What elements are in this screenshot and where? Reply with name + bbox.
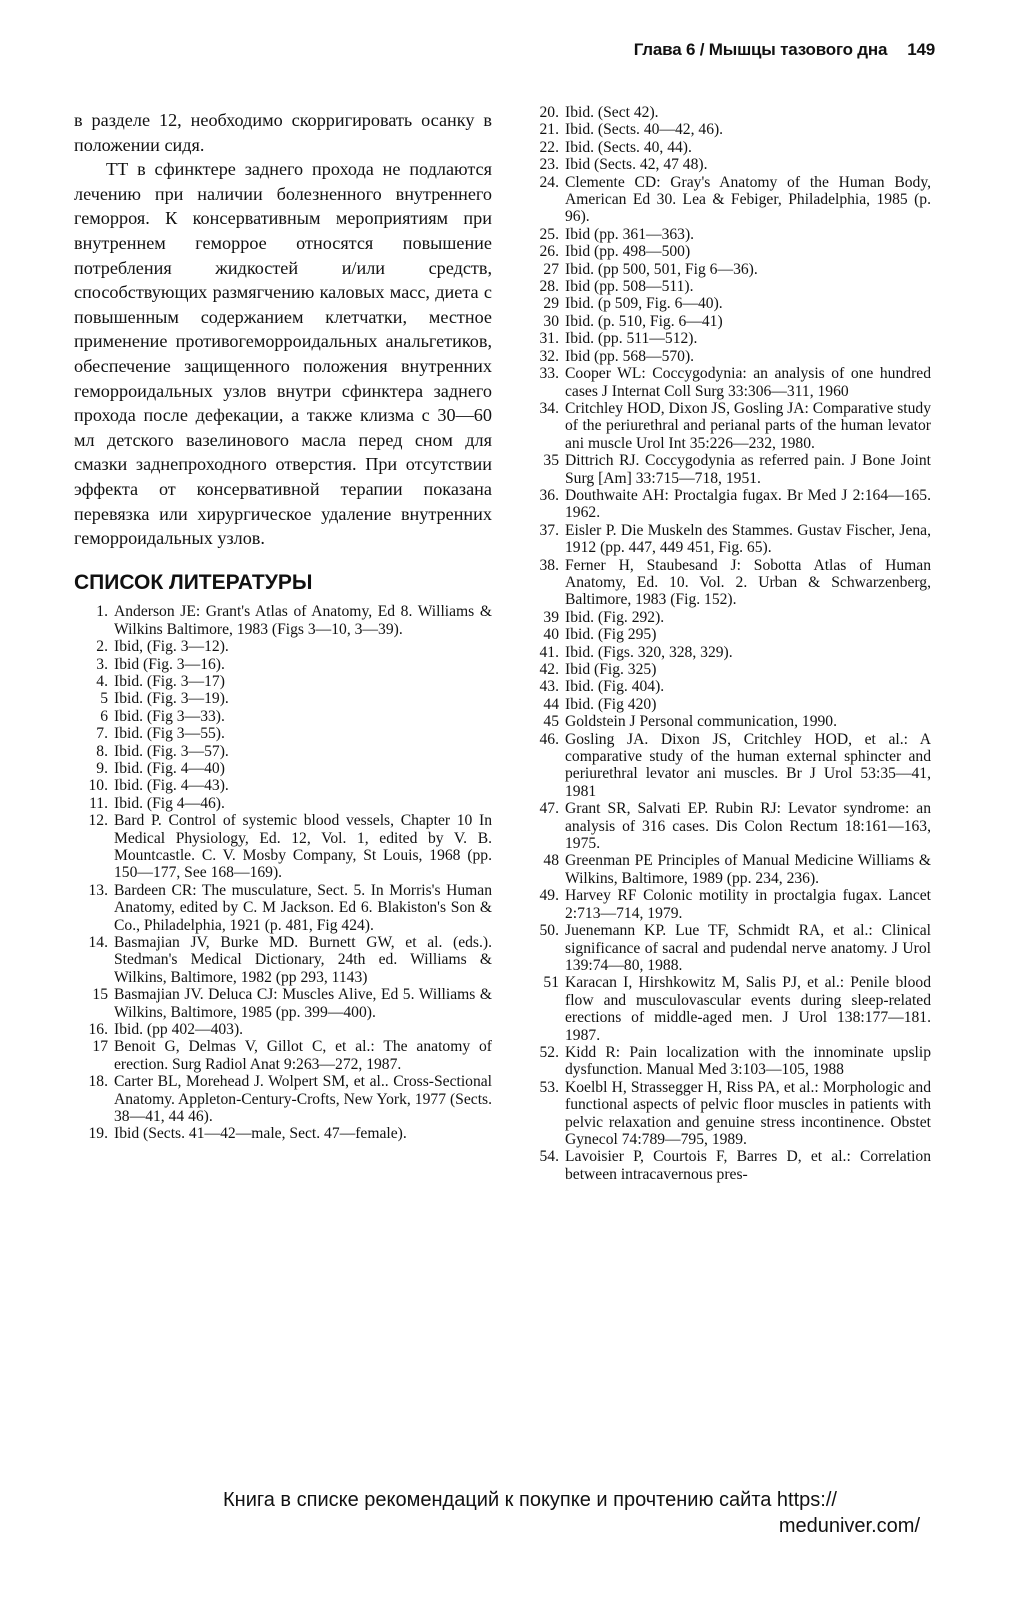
reference-item — [525, 800, 931, 852]
reference-text: Ibid. (Figs. 320, 328, 329). — [565, 643, 733, 661]
reference-text: Ibid (pp. 498—500) — [565, 243, 691, 261]
reference-number: 28. — [539, 278, 559, 296]
reference-item — [74, 1021, 492, 1038]
reference-item — [74, 777, 492, 794]
reference-text: Ibid (pp. 568—570). — [565, 347, 695, 365]
reference-text: Harvey RF Colonic motility in proctalgia fugax. Lancet 2:713—714, 1979. — [565, 887, 931, 922]
reference-item — [525, 696, 931, 713]
reference-number: 53. — [539, 1078, 559, 1096]
reference-text: Ibid. (p 509, Fig. 6—40). — [565, 295, 723, 313]
reference-text: Ibid. (Sects. 40, 44). — [565, 138, 692, 156]
reference-number: 33. — [539, 365, 559, 383]
reference-text: Ibid. (Fig. 3—19). — [114, 690, 229, 708]
reference-number: 4. — [96, 672, 108, 690]
reference-text: Douthwaite AH: Proctalgia fugax. Br Med J 2:164—165. 1962. — [565, 486, 931, 522]
left-column — [74, 108, 492, 1143]
reference-item — [525, 121, 931, 138]
reference-text: Ibid. (Fig 420) — [565, 695, 657, 713]
reference-text: Karacan I, Hirshkowitz M, Salis PJ, et al.: Penile blood flow and musculovascular events during sleep-related erections of middle-aged men. J Urol 138:177—181. 1987. — [565, 974, 931, 1044]
reference-number: 42. — [539, 661, 559, 678]
reference-text: Ibid. (Fig 3—55). — [114, 725, 225, 743]
reference-number: 54. — [539, 1148, 559, 1166]
reference-item — [74, 934, 492, 986]
reference-text: Juenemann KP. Lue TF, Schmidt RA, et al.: Clinical significance of sacral and pudendal nerve anatomy. J Urol 139:74—80, 1988. — [565, 922, 931, 974]
reference-text: Ibid. (Fig. 404). — [565, 678, 665, 696]
reference-item — [74, 673, 492, 690]
reference-number: 40 — [543, 626, 559, 644]
reference-item — [525, 104, 931, 121]
reference-text: Ibid (Sects. 42, 47 48). — [565, 156, 708, 174]
reference-number: 10. — [88, 777, 108, 795]
reference-number: 6 — [100, 707, 108, 725]
page-number: 149 — [907, 40, 935, 59]
reference-number: 34. — [539, 399, 559, 417]
references-heading: СПИСОК ЛИТЕРАТУРЫ — [74, 570, 313, 594]
reference-number: 27 — [543, 260, 559, 278]
reference-text: Bard P. Control of systemic blood vessels, Chapter 10 In Medical Physiology, Ed. 12, Vol. 1, edited by V. B. Mountcastle. C. V. Mosby Company, St Louis, 1968 (pp. 150—177, See 168—169). — [114, 812, 492, 882]
reference-text: Lavoisier P, Courtois F, Barres D, et al.: Correlation between intracavernous pres- — [565, 1148, 931, 1183]
right-column — [525, 104, 931, 1183]
reference-item — [525, 1044, 931, 1079]
reference-number: 49. — [539, 887, 559, 905]
reference-text: Anderson JE: Grant's Atlas of Anatomy, Ed 8. Williams & Wilkins Baltimore, 1983 (Figs 3—10, 3—39). — [114, 603, 492, 638]
reference-number: 21. — [539, 121, 559, 139]
reference-number: 1. — [96, 603, 108, 621]
reference-item — [525, 852, 931, 887]
reference-number: 50. — [539, 922, 559, 940]
reference-item — [525, 609, 931, 626]
reference-number: 39 — [543, 608, 559, 626]
reference-text: Grant SR, Salvati EP. Rubin RJ: Levator syndrome: an analysis of 316 cases. Dis Colon Rectum 18:161—163, 1975. — [565, 800, 931, 853]
reference-item — [74, 882, 492, 934]
reference-text: Ibid. (Fig. 4—43). — [114, 777, 229, 795]
reference-item — [74, 725, 492, 742]
reference-number: 29 — [543, 295, 559, 313]
reference-item — [525, 261, 931, 278]
reference-item — [525, 922, 931, 974]
reference-number: 19. — [88, 1125, 108, 1143]
reference-text: Ibid. (Fig. 4—40) — [114, 759, 225, 777]
reference-item — [525, 313, 931, 330]
reference-text: Ibid. (Fig. 3—17) — [114, 672, 225, 690]
reference-number: 47. — [539, 800, 559, 818]
footer-line-1: Книга в списке рекомендаций к покупке и прочтению сайта https:// — [223, 1489, 837, 1511]
reference-item — [525, 731, 931, 801]
reference-item — [525, 1079, 931, 1149]
reference-text: Ibid (Fig. 325) — [565, 661, 657, 678]
reference-number: 51 — [543, 974, 559, 992]
reference-text: Basmajian JV. Deluca CJ: Muscles Alive, Ed 5. Williams & Wilkins, Baltimore, 1985 (pp. 399—400). — [114, 986, 492, 1021]
reference-item — [74, 603, 492, 638]
reference-item — [74, 656, 492, 673]
reference-text: Ibid (Sects. 41—42—male, Sect. 47—female). — [114, 1125, 407, 1143]
reference-item — [525, 295, 931, 312]
reference-item — [525, 452, 931, 487]
reference-item — [525, 243, 931, 260]
reference-text: Goldstein J Personal communication, 1990. — [565, 713, 837, 731]
reference-item — [525, 487, 931, 522]
reference-text: Ibid. (Fig. 292). — [565, 608, 665, 626]
reference-number: 32. — [539, 347, 559, 365]
reference-text: Ibid. (pp 402—403). — [114, 1021, 244, 1039]
reference-item — [525, 400, 931, 452]
reference-item — [525, 278, 931, 295]
reference-text: Bardeen CR: The musculature, Sect. 5. In Morris's Human Anatomy, edited by C. M Jackson. Ed 6. Blakiston's Son & Co., Philadelphia, 1921 (p. 481, Fig 424). — [114, 881, 492, 934]
running-header — [634, 40, 935, 60]
reference-item — [525, 661, 931, 678]
reference-item — [74, 812, 492, 882]
reference-text: Ibid, (Fig. 3—12). — [114, 638, 229, 656]
reference-number: 12. — [88, 812, 108, 830]
reference-text: Ibid. (Sect 42). — [565, 104, 659, 121]
reference-number: 3. — [96, 655, 108, 673]
reference-number: 7. — [96, 725, 108, 743]
reference-item — [525, 174, 931, 226]
reference-text: Clemente CD: Gray's Anatomy of the Human Body, American Ed 30. Lea & Febiger, Philadelphia, 1985 (p. 96). — [565, 173, 931, 226]
reference-number: 38. — [539, 556, 559, 574]
reference-number: 8. — [96, 742, 108, 760]
reference-item — [74, 1125, 492, 1142]
reference-item — [74, 708, 492, 725]
reference-number: 23. — [539, 156, 559, 174]
reference-number: 30 — [543, 312, 559, 330]
reference-text: Kidd R: Pain localization with the innominate upslip dysfunction. Manual Med 3:103—105, 1988 — [565, 1043, 931, 1079]
reference-item — [74, 760, 492, 777]
reference-text: Ibid. (pp. 511—512). — [565, 330, 698, 348]
reference-number: 48 — [543, 852, 559, 870]
reference-text: Critchley HOD, Dixon JS, Gosling JA: Comparative study of the periurethral and perianal parts of the human levator ani muscle Urol Int 35:226—232, 1980. — [565, 399, 932, 452]
reference-number: 36. — [539, 486, 559, 504]
reference-text: Ibid. (pp 500, 501, Fig 6—36). — [565, 260, 758, 278]
reference-item — [525, 330, 931, 347]
reference-text: Dittrich RJ. Coccygodynia as referred pain. J Bone Joint Surg [Am] 33:715—718, 1951. — [565, 452, 931, 487]
reference-item — [525, 1148, 931, 1183]
reference-number: 11. — [89, 794, 108, 812]
reference-text: Ibid. (Fig. 3—57). — [114, 742, 229, 760]
reference-number: 2. — [96, 638, 108, 656]
footer-link[interactable]: meduniver.com/ — [778, 1515, 920, 1537]
reference-number: 9. — [96, 759, 108, 777]
reference-item — [74, 1073, 492, 1125]
reference-number: 22. — [539, 138, 559, 156]
reference-item — [525, 139, 931, 156]
reference-number: 31. — [539, 330, 559, 348]
reference-text: Gosling JA. Dixon JS, Critchley HOD, et al.: A comparative study of the human external sphincter and periurethral levator ani muscles. Br J Urol 53:35—41, 1981 — [565, 730, 931, 800]
reference-item — [525, 974, 931, 1044]
reference-item — [525, 226, 931, 243]
references-list-left — [74, 603, 492, 1143]
reference-number: 35 — [543, 452, 559, 470]
reference-item — [525, 365, 931, 400]
reference-text: Ibid (Fig. 3—16). — [114, 655, 225, 673]
references-list-right — [525, 104, 931, 1183]
chapter-title: Глава 6 / Мышцы тазового дна — [633, 40, 888, 59]
reference-text: Cooper WL: Coccygodynia: an analysis of one hundred cases J Internat Coll Surg 33:306—311, 1960 — [565, 365, 931, 400]
reference-item — [74, 743, 492, 760]
reference-number: 17 — [92, 1038, 108, 1056]
reference-text: Eisler P. Die Muskeln des Stammes. Gustav Fischer, Jena, 1912 (pp. 447, 449 451, Fig. 65). — [565, 521, 931, 557]
reference-item — [74, 690, 492, 707]
reference-item — [525, 626, 931, 643]
reference-number: 16. — [88, 1021, 108, 1039]
reference-text: Ibid. (Fig 3—33). — [114, 707, 225, 725]
reference-text: Ibid (pp. 508—511). — [565, 278, 694, 296]
reference-text: Ibid. (Fig 295) — [565, 626, 657, 644]
reference-number: 37. — [539, 521, 559, 539]
reference-item — [525, 557, 931, 609]
reference-item — [525, 713, 931, 730]
reference-item — [74, 986, 492, 1021]
reference-text: Carter BL, Morehead J. Wolpert SM, et al.. Cross-Sectional Anatomy. Appleton-Century-Crofts, New York, 1977 (Sects. 38—41, 44 46). — [114, 1073, 492, 1126]
reference-text: Ibid (pp. 361—363). — [565, 225, 695, 243]
reference-text: Ibid. (Sects. 40—42, 46). — [565, 121, 724, 139]
reference-item — [525, 644, 931, 661]
reference-item — [525, 156, 931, 173]
reference-item — [74, 638, 492, 655]
reference-number: 45 — [543, 713, 559, 731]
reference-number: 43. — [539, 678, 559, 696]
site-footer — [140, 1487, 920, 1539]
reference-number: 5 — [100, 690, 108, 708]
reference-item — [525, 887, 931, 922]
reference-number: 44 — [543, 695, 559, 713]
reference-text: Benoit G, Delmas V, Gillot C, et al.: The anatomy of erection. Surg Radiol Anat 9:263—272, 1987. — [114, 1038, 492, 1073]
reference-text: Basmajian JV, Burke MD. Burnett GW, et al. (eds.). Stedman's Medical Dictionary, 24th ed. Williams & Wilkins, Baltimore, 1982 (pp 293, 1143) — [114, 934, 492, 986]
body-paragraph: в разделе 12, необходимо скорригировать осанку в положении сидя. — [74, 110, 492, 155]
reference-text: Ibid. (Fig 4—46). — [114, 794, 225, 812]
reference-item — [525, 348, 931, 365]
reference-number: 52. — [539, 1043, 559, 1061]
reference-text: Ferner H, Staubesand J: Sobotta Atlas of Human Anatomy, Ed. 10. Vol. 2. Urban & Schwarzenberg, Baltimore, 1983 (Fig. 152). — [565, 556, 931, 609]
reference-number: 24. — [539, 173, 559, 191]
reference-number: 18. — [88, 1073, 108, 1091]
reference-number: 20. — [539, 104, 559, 121]
reference-item — [525, 678, 931, 695]
reference-number: 14. — [88, 934, 108, 951]
body-paragraph: ТТ в сфинктере заднего прохода не подлаются лечению при наличии болезненного внутреннего геморроя. К консервативным мероприятиям при внутреннем геморрое относятся повышение потребления жидкостей и/или средств, способствующих размягчению каловых масс, диета с повышенным содержанием клетчатки, местное применение противогеморроидальных анальгетиков, обеспечение защищенного положения внутренних геморроидальных узлов внутри сфинктера заднего прохода после дефекации, а также клизма с 30—60 мл детского вазелинового масла перед сном для смазки заднепроходного отверстия. При отсутствии эффекта от консервативной терапии показана перевязка или хирургическое удаление внутренних геморроидальных узлов. — [74, 159, 492, 549]
reference-number: 25. — [539, 225, 559, 243]
reference-text: Ibid. (p. 510, Fig. 6—41) — [565, 312, 723, 330]
reference-number: 13. — [88, 881, 108, 899]
reference-item — [525, 522, 931, 557]
reference-text: Greenman PE Principles of Manual Medicine Williams & Wilkins, Baltimore, 1989 (pp. 234, 236). — [565, 852, 931, 887]
reference-number: 41. — [539, 643, 559, 661]
reference-number: 46. — [539, 730, 559, 748]
reference-number: 26. — [539, 243, 559, 261]
reference-number: 15 — [92, 986, 108, 1004]
reference-item — [74, 795, 492, 812]
reference-item — [74, 1038, 492, 1073]
reference-text: Koelbl H, Strassegger H, Riss PA, et al.: Morphologic and functional aspects of pelvic floor muscles in patients with pelvic relaxation and genuine stress incontinence. Obstet Gynecol 74:789—795, 1989. — [565, 1078, 931, 1148]
